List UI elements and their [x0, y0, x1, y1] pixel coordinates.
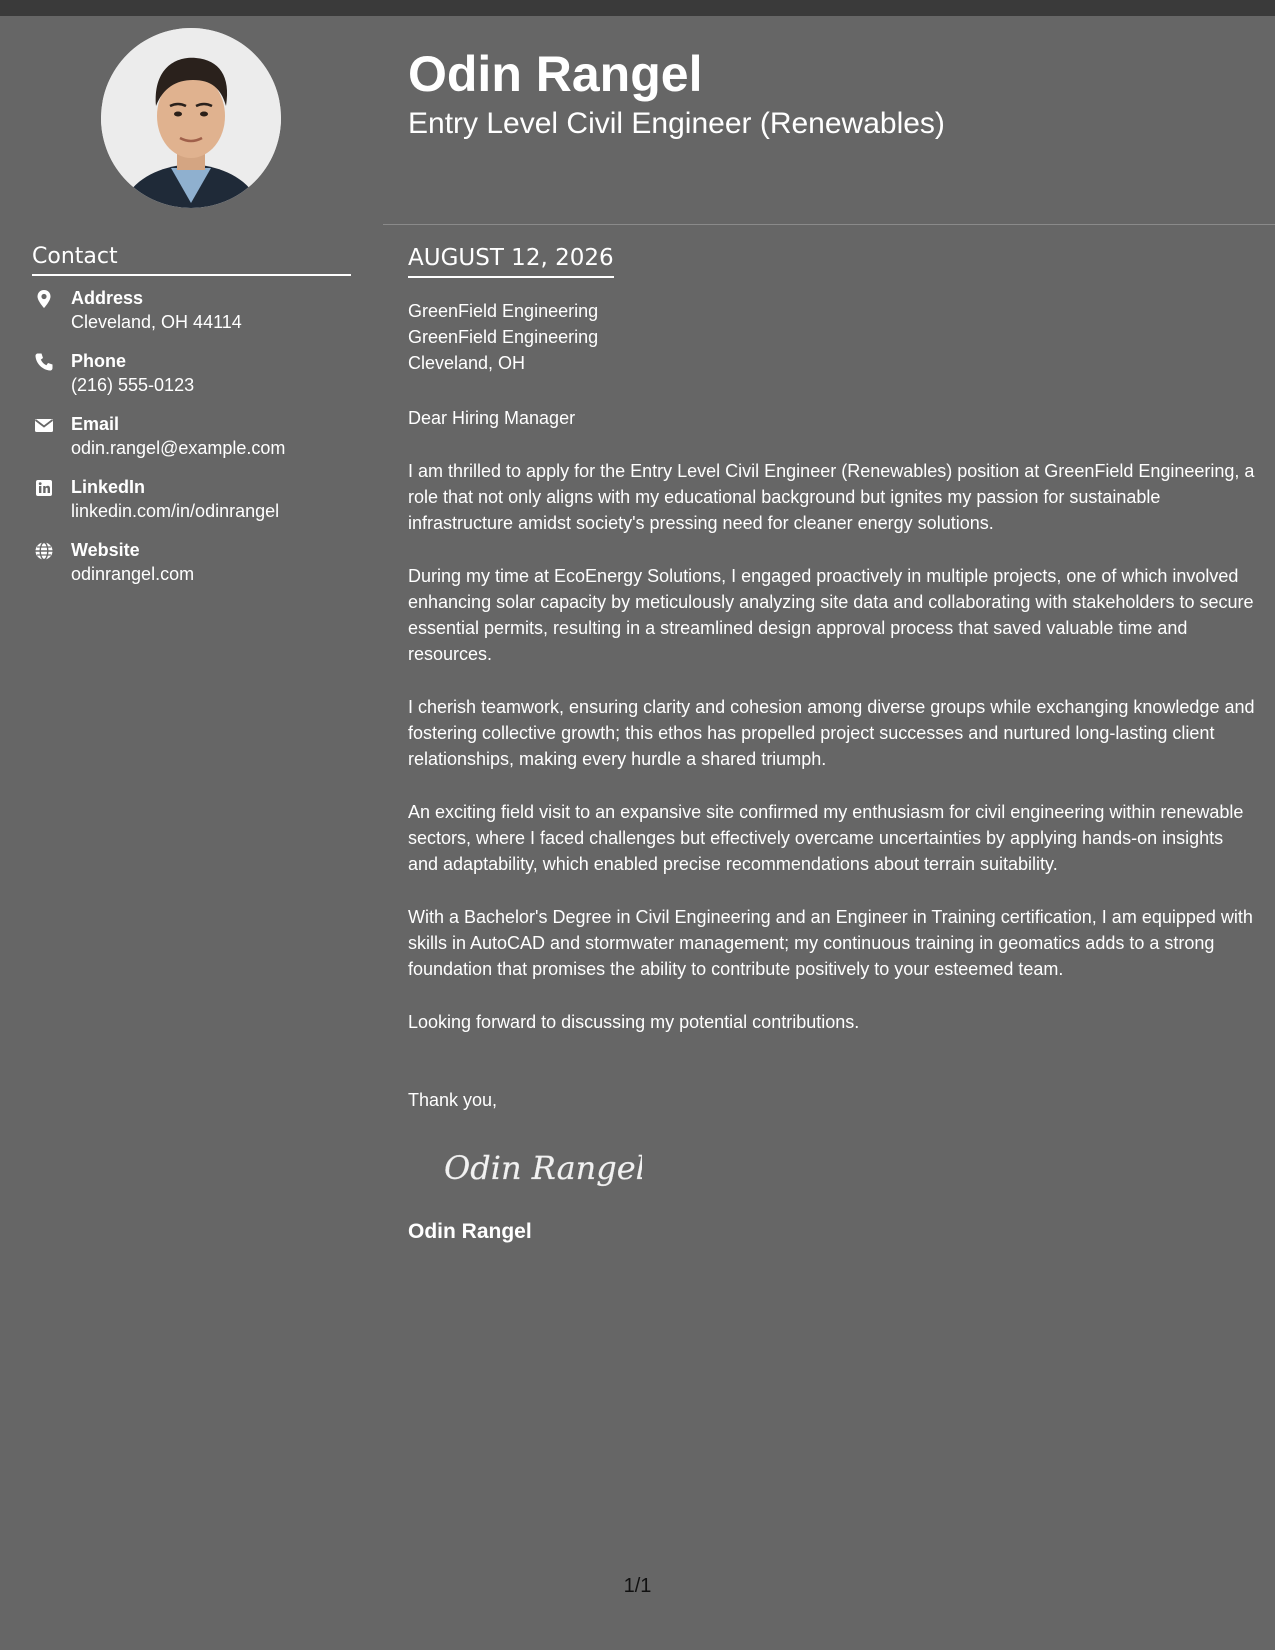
- page-number: 1/1: [623, 1575, 652, 1597]
- contact-label: Website: [71, 540, 140, 560]
- phone-icon: [34, 352, 54, 372]
- contact-item-linkedin: [32, 475, 362, 538]
- envelope-icon: [34, 415, 54, 435]
- contact-label: Email: [71, 414, 120, 434]
- letter-paragraph: I cherish teamwork, ensuring clarity and cohesion among diverse groups while exchanging knowledge and fostering collective growth; this ethos has propelled project successes and nurtured long-lasting client relationships, making every hurdle a shared triumph.: [408, 697, 1255, 769]
- linkedin-value[interactable]: linkedin.com/in/odinrangel: [71, 501, 280, 521]
- linkedin-icon: [34, 478, 54, 498]
- address-value: Cleveland, OH 44114: [71, 312, 242, 332]
- closing: Thank you,: [408, 1090, 498, 1110]
- header-divider: [383, 224, 1275, 225]
- recipient-line: GreenField Engineering: [408, 327, 599, 347]
- top-bar: [0, 0, 1275, 16]
- signer-name: Odin Rangel: [408, 1220, 532, 1243]
- salutation: Dear Hiring Manager: [408, 408, 576, 428]
- letter-body: [408, 242, 1258, 1247]
- recipient-block: [408, 298, 1258, 376]
- phone-value: (216) 555-0123: [71, 375, 195, 395]
- contact-item-website: [32, 538, 362, 601]
- contact-label: LinkedIn: [71, 477, 146, 497]
- letter-paragraph: Looking forward to discussing my potential contributions.: [408, 1012, 860, 1032]
- letter-paragraph: With a Bachelor's Degree in Civil Engineering and an Engineer in Training certification, I am equipped with skills in AutoCAD and stormwater management; my continuous training in geomatics adds to a strong foundation that promises the ability to contribute positively to your esteemed team.: [408, 907, 1253, 979]
- applicant-name: Odin Rangel: [408, 46, 703, 102]
- cover-letter-page: [0, 16, 1275, 1650]
- letter-date: AUGUST 12, 2026: [408, 242, 614, 278]
- svg-text:Odin Rangel: Odin Rangel: [444, 1149, 642, 1187]
- job-title: Entry Level Civil Engineer (Renewables): [408, 107, 945, 140]
- map-pin-icon: [34, 289, 54, 309]
- email-value[interactable]: odin.rangel@example.com: [71, 438, 286, 458]
- contact-label: Phone: [71, 351, 127, 371]
- contact-list: [32, 286, 362, 601]
- contact-label: Address: [71, 288, 144, 308]
- handwritten-signature: [442, 1143, 642, 1193]
- letter-paragraph: I am thrilled to apply for the Entry Level Civil Engineer (Renewables) position at GreenField Engineering, a role that not only aligns with my educational background but ignites my passion for sustainable infrastructure amidst society's pressing need for cleaner energy solutions.: [408, 461, 1255, 533]
- contact-item-address: [32, 286, 362, 349]
- sidebar: [0, 16, 383, 1650]
- globe-icon: [34, 541, 54, 561]
- contact-heading: Contact: [32, 242, 351, 276]
- contact-item-email: [32, 412, 362, 475]
- contact-item-phone: [32, 349, 362, 412]
- recipient-line: GreenField Engineering: [408, 301, 599, 321]
- recipient-line: Cleveland, OH: [408, 353, 526, 373]
- letter-paragraph: During my time at EcoEnergy Solutions, I engaged proactively in multiple projects, one of which involved enhancing solar capacity by meticulously analyzing site data and collaborating with stakeholders to secure essential permits, resulting in a streamlined design approval process that saved valuable time and resources.: [408, 566, 1254, 664]
- profile-photo: [101, 28, 281, 208]
- letter-paragraph: An exciting field visit to an expansive site confirmed my enthusiasm for civil engineering within renewable sectors, where I faced challenges but effectively overcame uncertainties by applying hands-on insights and adaptability, which enabled precise recommendations about terrain suitability.: [408, 802, 1244, 874]
- website-value[interactable]: odinrangel.com: [71, 564, 195, 584]
